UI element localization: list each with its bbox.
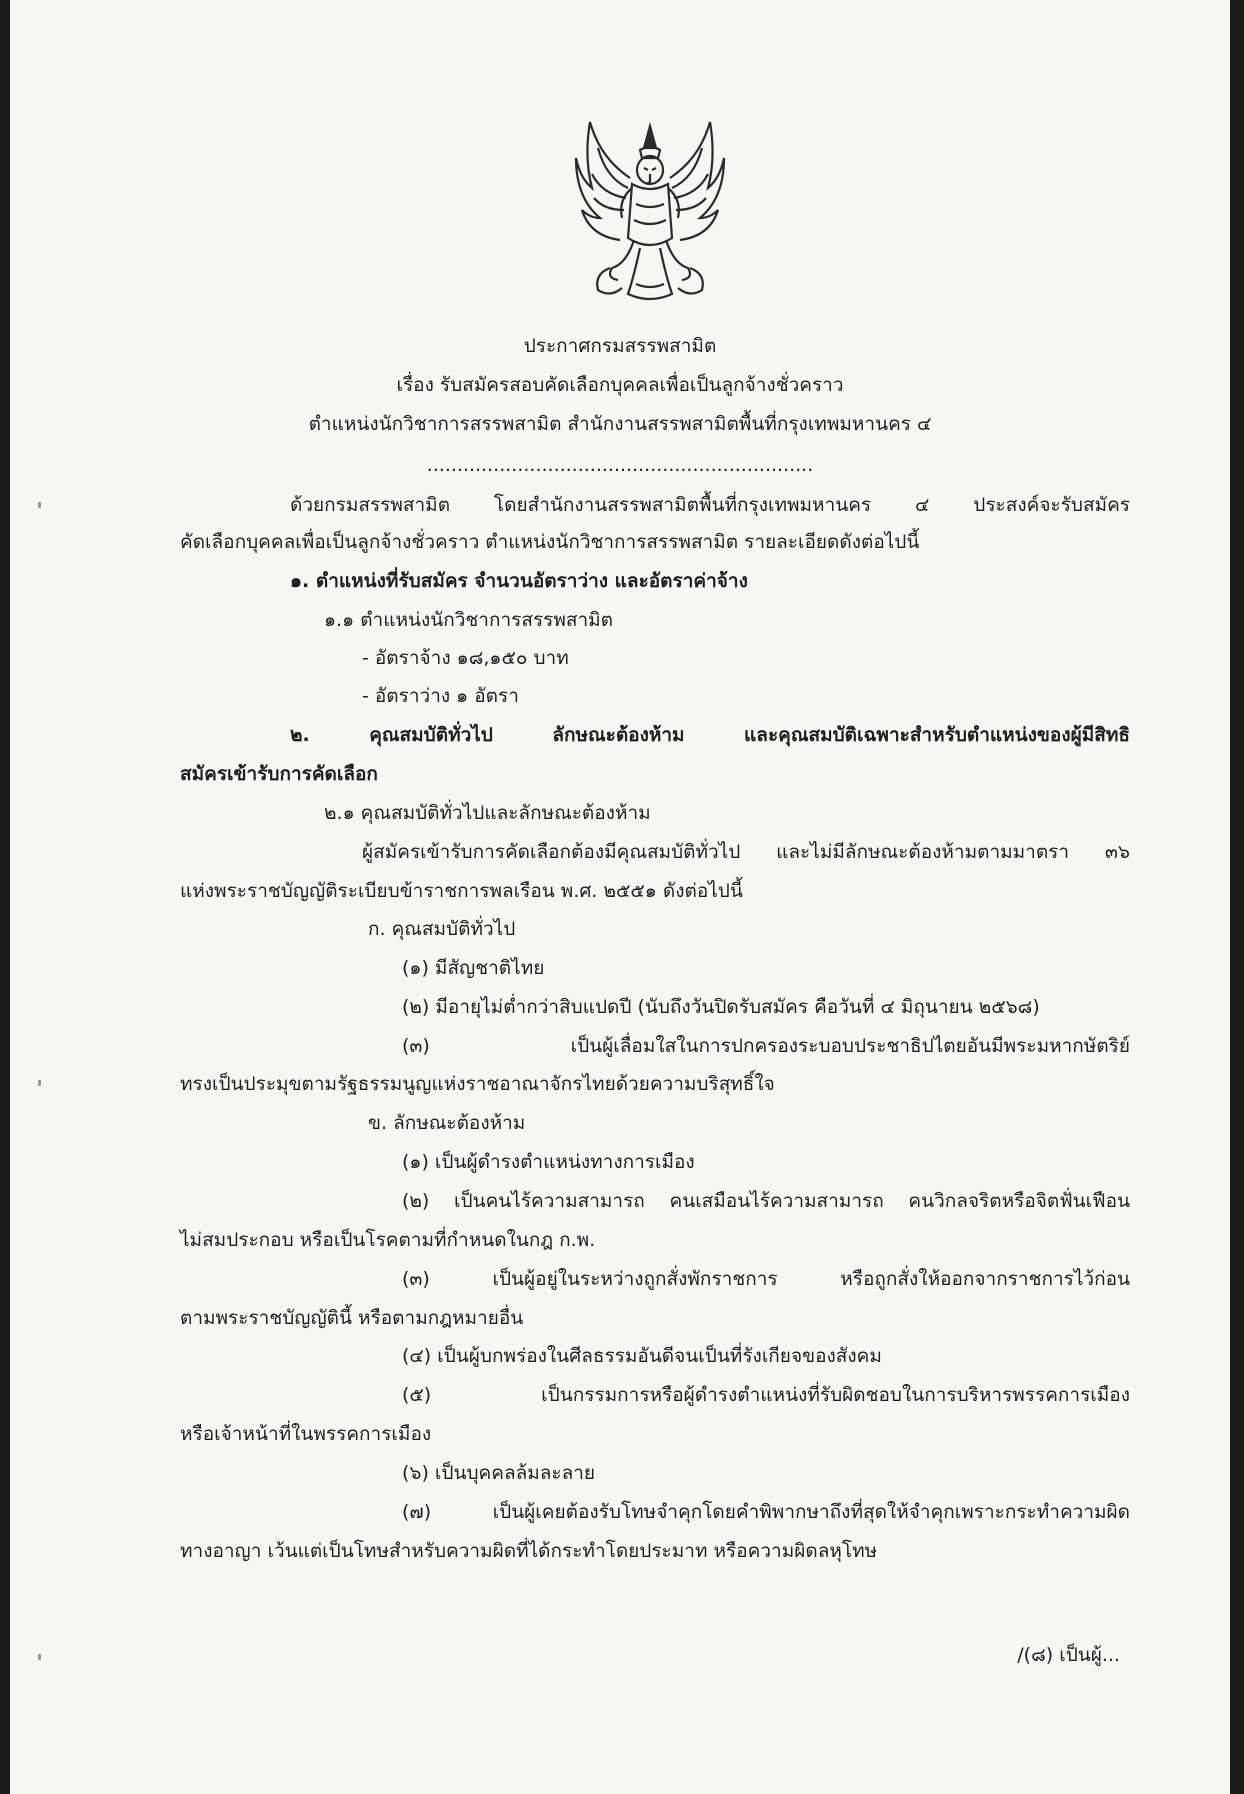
section-1-1: ๑.๑ ตำแหน่งนักวิชาการสรรพสามิต: [324, 609, 614, 631]
section-2-1: ๒.๑ คุณสมบัติทั่วไปและลักษณะต้องห้าม: [324, 802, 651, 824]
page-continuation-note: /(๘) เป็นผู้...: [1017, 1644, 1120, 1666]
prohibition-item-continued: ตามพระราชบัญญัตินี้ หรือตามกฎหมายอื่น: [180, 1307, 524, 1329]
general-qualifications-heading: ก. คุณสมบัติทั่วไป: [368, 918, 516, 940]
heading-divider: ................................................................: [426, 454, 814, 476]
qualification-item: (๒) มีอายุไม่ต่ำกว่าสิบแปดปี (นับถึงวันปิดรับสมัคร คือวันที่ ๔ มิถุนายน ๒๕๖๘): [402, 996, 1040, 1018]
section-2-heading-line-2: สมัครเข้ารับการคัดเลือก: [180, 763, 378, 785]
intro-line-2: คัดเลือกบุคคลเพื่อเป็นลูกจ้างชั่วคราว ตำแหน่งนักวิชาการสรรพสามิต รายละเอียดดังต่อไปนี้: [180, 531, 920, 553]
prohibition-item: (๕) เป็นกรรมการหรือผู้ดำรงตำแหน่งที่รับผิดชอบในการบริหารพรรคการเมือง: [402, 1384, 1130, 1406]
qualification-item: (๑) มีสัญชาติไทย: [402, 957, 545, 979]
section-2-1-para-line-1: ผู้สมัครเข้ารับการคัดเลือกต้องมีคุณสมบัติทั่วไป และไม่มีลักษณะต้องห้ามตามมาตรา ๓๖: [362, 841, 1130, 863]
announcement-title: ประกาศกรมสรรพสามิต: [523, 335, 717, 357]
qualification-item: (๓) เป็นผู้เลื่อมใสในการปกครองระบอบประชาธิปไตยอันมีพระมหากษัตริย์: [402, 1035, 1130, 1057]
prohibition-item: (๑) เป็นผู้ดำรงตำแหน่งทางการเมือง: [402, 1151, 695, 1173]
section-2-heading-line-1: ๒. คุณสมบัติทั่วไป ลักษณะต้องห้าม และคุณสมบัติเฉพาะสำหรับตำแหน่งของผู้มีสิทธิ: [290, 724, 1130, 746]
intro-line-1: ด้วยกรมสรรพสามิต โดยสำนักงานสรรพสามิตพื้นที่กรุงเทพมหานคร ๔ ประสงค์จะรับสมัคร: [290, 494, 1130, 516]
prohibition-item: (๗) เป็นผู้เคยต้องรับโทษจำคุกโดยคำพิพากษาถึงที่สุดให้จำคุกเพราะกระทำความผิด: [402, 1501, 1130, 1523]
section-2-1-para-line-2: แห่งพระราชบัญญัติระเบียบข้าราชการพลเรือน พ.ศ. ๒๕๕๑ ดังต่อไปนี้: [180, 880, 743, 902]
prohibited-characteristics-heading: ข. ลักษณะต้องห้าม: [368, 1112, 526, 1134]
scan-margin-mark: [38, 1654, 41, 1660]
prohibition-item: (๖) เป็นบุคคลล้มละลาย: [402, 1462, 596, 1484]
qualification-item-continued: ทรงเป็นประมุขตามรัฐธรรมนูญแห่งราชอาณาจักรไทยด้วยความบริสุทธิ์ใจ: [180, 1073, 775, 1095]
wage-rate: - อัตราจ้าง ๑๘,๑๕๐ บาท: [362, 647, 569, 669]
garuda-emblem-icon: [570, 118, 730, 306]
prohibition-item: (๒) เป็นคนไร้ความสามารถ คนเสมือนไร้ความสามารถ คนวิกลจริตหรือจิตฟั่นเฟือน: [402, 1190, 1130, 1212]
prohibition-item-continued: ทางอาญา เว้นแต่เป็นโทษสำหรับความผิดที่ได้กระทำโดยประมาท หรือความผิดลหุโทษ: [180, 1540, 878, 1562]
prohibition-item-continued: ไม่สมประกอบ หรือเป็นโรคตามที่กำหนดในกฎ ก.พ.: [180, 1229, 596, 1251]
section-1-heading: ๑. ตำแหน่งที่รับสมัคร จำนวนอัตราว่าง และอัตราค่าจ้าง: [290, 570, 748, 592]
prohibition-item: (๓) เป็นผู้อยู่ในระหว่างถูกสั่งพักราชการ หรือถูกสั่งให้ออกจากราชการไว้ก่อน: [402, 1268, 1130, 1290]
vacancy-count: - อัตราว่าง ๑ อัตรา: [362, 685, 519, 707]
scan-margin-mark: [38, 502, 41, 508]
announcement-position: ตำแหน่งนักวิชาการสรรพสามิต สำนักงานสรรพสามิตพื้นที่กรุงเทพมหานคร ๔: [308, 413, 932, 435]
prohibition-item: (๔) เป็นผู้บกพร่องในศีลธรรมอันดีจนเป็นที่รังเกียจของสังคม: [402, 1345, 882, 1367]
document-page: [10, 0, 1230, 1794]
scan-margin-mark: [38, 1080, 41, 1086]
announcement-subject: เรื่อง รับสมัครสอบคัดเลือกบุคคลเพื่อเป็นลูกจ้างชั่วคราว: [396, 374, 844, 396]
prohibition-item-continued: หรือเจ้าหน้าที่ในพรรคการเมือง: [180, 1423, 432, 1445]
